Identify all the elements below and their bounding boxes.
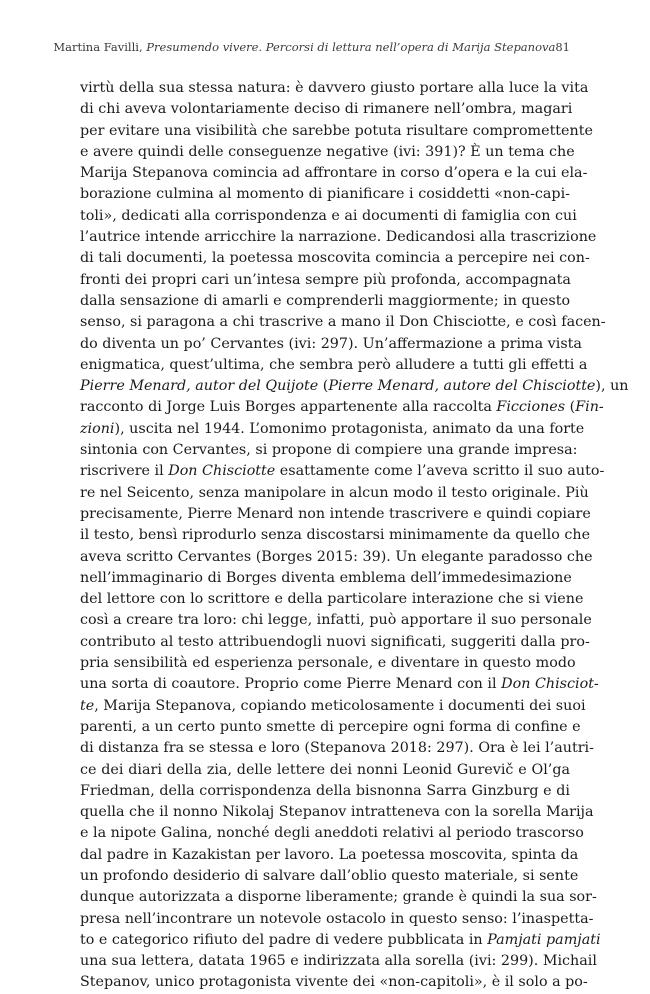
text-run: pria sensibilità ed esperienza personale, e diventare in questo modo xyxy=(80,655,576,672)
header-book-title: Presumendo vivere. Percorsi di lettura nell’opera di Marija Stepanova xyxy=(146,40,556,54)
text-line xyxy=(80,887,597,908)
text-run: dunque autorizzata a disporne liberamente; grande è quindi la sua sor- xyxy=(80,889,597,906)
text-run: di distanza fra se stessa e loro (Stepanova 2018: 297). Ora è lei l’autri- xyxy=(80,740,594,757)
text-run: precisamente, Pierre Menard non intende trascrivere e quindi copiare xyxy=(80,505,591,522)
text-run: una sua lettera, datata 1965 e indirizzata alla sorella (ivi: 299). Michail xyxy=(80,953,597,970)
text-line xyxy=(80,653,576,674)
text-line xyxy=(80,99,573,120)
text-line xyxy=(80,184,570,205)
text-line xyxy=(80,674,599,695)
text-run: dalla sensazione di amarli e comprenderli maggiormente; in questo xyxy=(80,292,571,309)
text-line xyxy=(80,334,582,355)
text-run: e la nipote Galina, nonché degli aneddoti relativi al periodo trascorso xyxy=(80,825,584,842)
text-line xyxy=(80,738,594,759)
text-run: presa nell’incontrare un notevole ostacolo in questo senso: l’inaspetta- xyxy=(80,910,594,927)
text-line xyxy=(80,845,579,866)
body-text xyxy=(80,78,629,994)
text-run: dal padre in Kazakistan per lavoro. La poetessa moscovita, spinta da xyxy=(80,846,579,863)
text-line xyxy=(80,227,597,248)
text-line xyxy=(80,504,591,525)
text-line xyxy=(80,866,579,887)
text-run: per evitare una visibilità che sarebbe potuta risultare compromettente xyxy=(80,122,593,139)
text-run: Stepanov, unico protagonista vivente dei «non-capitoli», è il solo a po- xyxy=(80,974,588,991)
text-line xyxy=(80,483,589,504)
text-line xyxy=(80,610,592,631)
text-line xyxy=(80,568,570,589)
text-run: di chi aveva volontariamente deciso di rimanere nell’ombra, magari xyxy=(80,101,573,118)
page-number: 81 xyxy=(555,40,570,54)
text-line xyxy=(80,909,594,930)
text-run: ( xyxy=(565,399,576,416)
text-run: riscrivere il xyxy=(80,463,169,480)
text-line xyxy=(80,525,591,546)
text-line xyxy=(80,440,578,461)
text-line xyxy=(80,291,570,312)
text-line xyxy=(80,632,590,653)
text-line xyxy=(80,270,570,291)
italic-title: Pamjati pamjati xyxy=(487,931,601,948)
text-run: re nel Seicento, senza manipolare in alcun modo il testo originale. Più xyxy=(80,484,589,501)
text-run: così a creare tra loro: chi legge, infatti, può apportare il suo personale xyxy=(80,612,592,629)
text-run: ), un xyxy=(595,378,629,395)
text-run: e avere quindi delle conseguenze negative (ivi: 391)? È un tema che xyxy=(80,143,575,160)
text-line xyxy=(80,142,575,163)
italic-title: Pierre Menard, autore del Chisciotte xyxy=(328,378,596,395)
text-line xyxy=(80,781,570,802)
text-run: , Marija Stepanova, copiando meticolosamente i documenti dei suoi xyxy=(94,697,586,714)
italic-title: zioni xyxy=(80,420,115,437)
text-run: nell’immaginario di Borges diventa emblema dell’immedesimazione xyxy=(80,569,572,586)
text-run: to e categorico rifiuto del padre di vedere pubblicata in xyxy=(80,931,488,948)
text-line xyxy=(80,802,594,823)
text-line xyxy=(80,717,581,738)
text-run: virtù della sua stessa natura: è davvero giusto portare alla luce la vita xyxy=(80,80,589,96)
text-run: Marija Stepanova comincia ad affrontare in corso d’opera e la cui ela- xyxy=(80,165,588,182)
running-header xyxy=(53,40,570,54)
text-run: sintonia con Cervantes, si propone di compiere una grande impresa: xyxy=(80,442,578,459)
text-run: del lettore con lo scrittore e della particolare interazione che si viene xyxy=(80,591,584,608)
text-run: ( xyxy=(318,378,329,395)
italic-title: Ficciones xyxy=(496,399,566,416)
text-line xyxy=(80,696,586,717)
text-run: borazione culmina al momento di pianificare i cosiddetti «non-capi- xyxy=(80,186,570,203)
text-run: ), uscita nel 1944. L’omonimo protagonista, animato da una forte xyxy=(114,420,585,437)
text-line xyxy=(80,823,584,844)
italic-title: Don Chisciot- xyxy=(501,676,599,693)
italic-title: Don Chisciotte xyxy=(168,463,276,480)
text-line xyxy=(80,121,593,142)
text-line xyxy=(80,248,590,269)
text-run: racconto di Jorge Luis Borges appartenente alla raccolta xyxy=(80,399,497,416)
text-run: toli», dedicati alla corrispondenza e ai documenti di famiglia con cui xyxy=(80,207,577,224)
text-run: ce dei diari della zia, delle lettere dei nonni Leonid Gurevič e Ol’ga xyxy=(80,761,570,778)
text-run: aveva scritto Cervantes (Borges 2015: 39). Un elegante paradosso che xyxy=(80,548,593,565)
italic-title: Fin- xyxy=(575,399,604,416)
text-line xyxy=(80,760,570,781)
text-run: parenti, a un certo punto smette di percepire ogni forma di confine e xyxy=(80,718,581,735)
text-line xyxy=(80,930,601,951)
text-run: Friedman, della corrispondenza della bisnonna Sarra Ginzburg e di xyxy=(80,782,570,799)
text-run: enigmatica, quest’ultima, che sembra però alludere a tutti gli effetti a xyxy=(80,356,588,373)
text-line xyxy=(80,397,604,418)
text-run: fronti dei propri cari un’intesa sempre più profonda, accompagnata xyxy=(80,271,571,288)
text-line xyxy=(80,419,585,440)
text-line xyxy=(80,206,577,227)
text-run: do diventa un po’ Cervantes (ivi: 297). Un’affermazione a prima vista xyxy=(80,335,582,352)
text-run: una sorta di coautore. Proprio come Pierre Menard con il xyxy=(80,676,502,693)
text-run: quella che il nonno Nikolaj Stepanov intratteneva con la sorella Marija xyxy=(80,804,594,821)
text-line xyxy=(80,547,593,568)
text-run: il testo, bensì riprodurlo senza discostarsi minimamente da quello che xyxy=(80,527,591,544)
text-run: l’autrice intende arricchire la narrazione. Dedicandosi alla trascrizione xyxy=(80,229,597,246)
text-run: esattamente come l’aveva scritto il suo auto- xyxy=(275,463,605,480)
text-line xyxy=(80,163,588,184)
text-run: contributo al testo attribuendogli nuovi significati, suggeriti dalla pro- xyxy=(80,633,590,650)
text-run: un profondo desiderio di salvare dall’oblio questo materiale, si sente xyxy=(80,867,579,884)
text-line xyxy=(80,78,589,99)
text-line xyxy=(80,355,588,376)
text-run: di tali documenti, la poetessa moscovita comincia a percepire nei con- xyxy=(80,250,590,267)
text-line xyxy=(80,951,597,972)
text-line xyxy=(80,972,588,993)
text-line xyxy=(80,312,606,333)
text-run: senso, si paragona a chi trascrive a mano il Don Chisciotte, e così facen- xyxy=(80,314,606,331)
text-line xyxy=(80,589,584,610)
header-author: Martina Favilli, xyxy=(53,40,143,54)
text-line xyxy=(80,461,605,482)
italic-title: Pierre Menard, autor del Quijote xyxy=(80,378,319,395)
italic-title: te xyxy=(80,697,95,714)
text-line xyxy=(80,376,629,397)
